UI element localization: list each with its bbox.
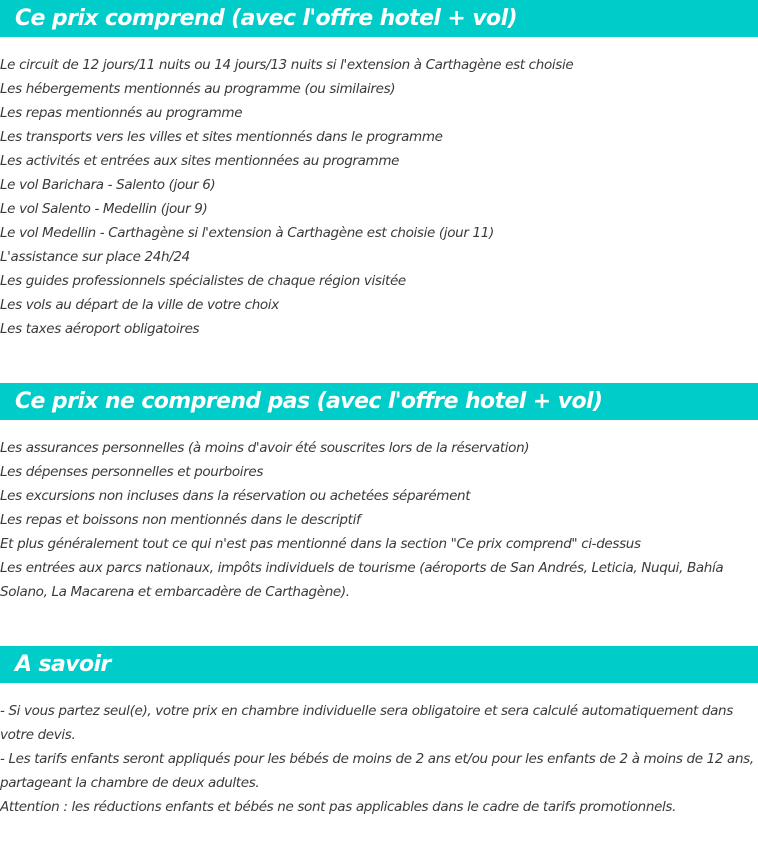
included-item: Les vols au départ de la ville de votre choix bbox=[0, 297, 279, 313]
included-item: Les activités et entrées aux sites mentionnées au programme bbox=[0, 153, 400, 169]
included-item: Le vol Salento - Medellin (jour 9) bbox=[0, 201, 208, 217]
included-title: Ce prix comprend (avec l'offre hotel + vol) bbox=[15, 6, 517, 31]
excluded-header bbox=[0, 383, 758, 420]
included-item: Le vol Medellin - Carthagène si l'extension à Carthagène est choisie (jour 11) bbox=[0, 225, 494, 241]
included-item: L'assistance sur place 24h/24 bbox=[0, 249, 190, 265]
excluded-list bbox=[0, 420, 758, 604]
included-list bbox=[0, 37, 758, 341]
info-title: A savoir bbox=[15, 652, 111, 677]
info-item: - Les tarifs enfants seront appliqués pour les bébés de moins de 2 ans et/ou pour les enfants de 2 à moins de 12 ans, partageant la chambre de deux adultes. bbox=[0, 751, 754, 791]
info-item: - Si vous partez seul(e), votre prix en chambre individuelle sera obligatoire et sera calculé automatiquement dans votre devis. bbox=[0, 703, 733, 743]
included-item: Les guides professionnels spécialistes de chaque région visitée bbox=[0, 273, 406, 289]
included-item: Les taxes aéroport obligatoires bbox=[0, 321, 200, 337]
info-list bbox=[0, 683, 758, 819]
info-item: Attention : les réductions enfants et bébés ne sont pas applicables dans le cadre de tarifs promotionnels. bbox=[0, 799, 677, 815]
included-section bbox=[0, 0, 758, 341]
included-item: Les transports vers les villes et sites mentionnés dans le programme bbox=[0, 129, 443, 145]
excluded-item: Les entrées aux parcs nationaux, impôts individuels de tourisme (aéroports de San Andrés, Leticia, Nuqui, Bahía Solano, La Macarena et embarcadère de Carthagène). bbox=[0, 560, 724, 600]
info-header bbox=[0, 646, 758, 683]
included-item: Le vol Barichara - Salento (jour 6) bbox=[0, 177, 216, 193]
excluded-item: Les excursions non incluses dans la réservation ou achetées séparément bbox=[0, 488, 471, 504]
excluded-item: Les dépenses personnelles et pourboires bbox=[0, 464, 264, 480]
excluded-item: Les assurances personnelles (à moins d'avoir été souscrites lors de la réservation) bbox=[0, 440, 530, 456]
included-item: Les repas mentionnés au programme bbox=[0, 105, 243, 121]
excluded-item: Les repas et boissons non mentionnés dans le descriptif bbox=[0, 512, 361, 528]
included-header bbox=[0, 0, 758, 37]
excluded-title: Ce prix ne comprend pas (avec l'offre hotel + vol) bbox=[15, 389, 603, 414]
info-section bbox=[0, 646, 758, 819]
excluded-item: Et plus généralement tout ce qui n'est pas mentionné dans la section "Ce prix comprend" ci-dessus bbox=[0, 536, 641, 552]
included-item: Le circuit de 12 jours/11 nuits ou 14 jours/13 nuits si l'extension à Carthagène est choisie bbox=[0, 57, 574, 73]
excluded-section bbox=[0, 383, 758, 604]
included-item: Les hébergements mentionnés au programme (ou similaires) bbox=[0, 81, 396, 97]
